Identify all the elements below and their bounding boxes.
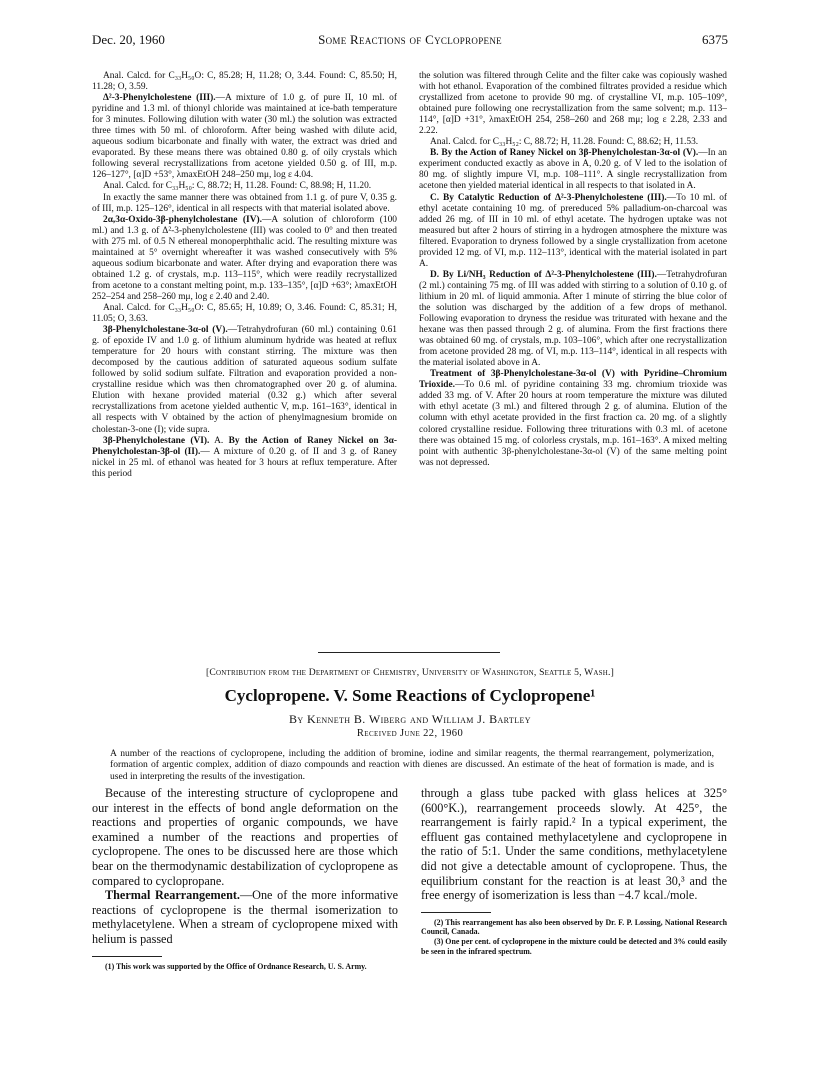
analysis-paragraph: Anal. Calcd. for C₃₃H₅₂: C, 88.72; H, 11.28. Found: C, 88.62; H, 11.53. xyxy=(430,137,699,148)
procedure-paragraph xyxy=(92,93,397,181)
experimental-column-right xyxy=(419,71,727,469)
analysis-paragraph: Anal. Calcd. for C₃₃H₅₀: C, 88.72; H, 11.28. Found: C, 88.98; H, 11.20. xyxy=(103,181,372,192)
procedure-paragraph xyxy=(419,193,727,270)
procedure-paragraph xyxy=(419,270,727,369)
procedure-text: —In an experiment conducted exactly as above in A, 0.20 g. of V led to the isolation of 80 mg. of slightly impure VI, m.p. 108–111°. A single recrystallization from acetone then yielded material identical in all respects to that isolated in A. xyxy=(419,148,727,192)
procedure-paragraph: In exactly the same manner there was obtained from 1.1 g. of pure V, 0.35 g. of III, m.p. 125–126°, identical in all respects with that material isolated above. xyxy=(92,192,397,214)
procedure-text: —A mixture of 1.0 g. of pure II, 10 ml. of pyridine and 1.3 ml. of thionyl chloride was maintained at ice-bath temperature for 3 minutes. Following dilution with water (30 ml.) the solution was extracted three times with 50 ml. of chloroform. After being washed with dilute acid, aqueous sodium bicarbonate and finally with water, the extract was dried and evaporated. By these means there was obtained 0.80 g. of oily crystals which following several recrystallizations from acetone yielded 0.50 g. of III, m.p. 126–127°, [α]D +53°, λmaxEtOH 248–250 mμ, log ε 4.04. xyxy=(92,93,397,181)
received-date: Received June 22, 1960 xyxy=(356,728,464,739)
footnote-rule xyxy=(421,912,491,913)
analysis-paragraph: Anal. Calcd. for C₃₃H₅₀O: C, 85.28; H, 11.28; O, 3.44. Found: C, 85.50; H, 11.28; O, 3.59. xyxy=(92,71,397,93)
experimental-column-left xyxy=(92,71,397,480)
procedure-continuation: the solution was filtered through Celite and the filter cake was copiously washed with hot ethanol. Evaporation of the combined filtrates provided a residue which crystallized from acetone to provide 90 mg. of crystalline VI, m.p. 105–109°, obtained pure following one recrystallization from the same solvent; m.p. 113–114°, [α]D +31°, λmaxEtOH 254, 258–260 and 268 mμ; log ε 2.28, 2.33 and 2.22. xyxy=(419,71,727,137)
header-date: Dec. 20, 1960 xyxy=(92,32,165,47)
procedure-text: —To 10 ml. of ethyl acetate containing 10 mg. of prereduced 5% palladium-on-charcoal was added 26 mg. of III in 10 ml. of ethyl acetate. The hydrogen uptake was not measured but after 2 hours of stirring in a hydrogen atmosphere the mixture was filtered. Evaporation to dryness followed by a single crystallization from acetone provided 12 mg. of VI, m.p. 112–113°, identical with the material isolated in part A. xyxy=(419,192,728,269)
page-header xyxy=(92,32,728,48)
section-text: —One of the more informative reactions of cyclopropene is the thermal isomerization to methylacetylene. When a stream of cyclopropene mixed with helium is passed xyxy=(92,888,398,946)
method-heading: Treatment of 3β-Phenylcholestane-3α-ol (V) with Pyridine–Chromium Trioxide. xyxy=(419,369,727,391)
compound-heading: 2α,3α-Oxido-3β-phenylcholestane (IV). xyxy=(103,214,262,225)
contribution-line: [Contribution from the Department of Chemistry, University of Washington, Seattle 5, Wash.] xyxy=(206,667,614,678)
procedure-paragraph xyxy=(419,148,727,192)
article-authors: By Kenneth B. Wiberg and William J. Bartley xyxy=(289,712,531,726)
body-column-left xyxy=(92,786,398,971)
footnote: (3) One per cent. of cyclopropene in the mixture could be detected and 3% could easily be seen in the infrared spectrum. xyxy=(421,936,727,956)
method-heading: By the Action of Raney Nickel on 3α-Phenylcholestan-3β-ol (II). xyxy=(92,435,398,457)
article-title: Cyclopropene. V. Some Reactions of Cyclopropene¹ xyxy=(224,686,596,705)
footnote: (1) This work was supported by the Office of Ordnance Research, U. S. Army. xyxy=(105,961,367,971)
running-title: Some Reactions of Cyclopropene xyxy=(318,32,502,47)
procedure-text: —A solution of chloroform (100 ml.) and 1.3 g. of Δ²-3-phenylcholestene (III) was cooled to 0° and then treated with 275 ml. of 0.5 N ethereal monoperphthalic acid. The resulting mixture was maintained at 5° overnight whereafter it was washed consecutively with 5% aqueous sodium bicarbonate and water. After drying and evaporation there was obtained 1.2 g. of crystals, m.p. 113–115°, which were readily recrystallized from acetone to a constant melting point, m.p. 133–135°, [α]D +63°; λmaxEtOH 252–254 and 258–260 mμ, log ε 2.40 and 2.40. xyxy=(92,214,397,302)
method-heading: D. By Li/NH₃ Reduction of Δ²-3-Phenylcholestene (III). xyxy=(430,269,657,280)
abstract: A number of the reactions of cyclopropene, including the addition of bromine, iodine and similar reagents, the thermal rearrangement, polymerization, formation of argentic complex, addition of diazo compounds and reaction with dienes are discussed. An estimate of the heat of formation is made, and is used in interpreting the results of the investigation. xyxy=(110,748,714,782)
section-continuation: through a glass tube packed with glass helices at 325° (600°K.), rearrangement proceeds slowly. At 425°, the rearrangement is fairly rapid.² In a typical experiment, the effluent gas contained methylacetylene and cyclopropene in the ratio of 5:1. Under the same conditions, methylacetylene did not give a detectable amount of cyclopropene. Thus, the equilibrium constant for the reaction is at least 30,³ and the free energy of isomerization is less than −4.7 kcal./mole. xyxy=(421,786,727,903)
method-heading: C. By Catalytic Reduction of Δ²-3-Phenylcholestene (III). xyxy=(430,192,667,203)
section-divider xyxy=(318,652,500,653)
procedure-text: — A mixture of 0.20 g. of II and 3 g. of Raney nickel in 25 ml. of ethanol was heated for 3 hours at reflux temperature. After this period xyxy=(92,446,397,479)
intro-paragraph: Because of the interesting structure of cyclopropene and our interest in the effects of bond angle deformation on the reactions and properties of organic compounds, we have examined a number of the reactions and properties of cyclopropene. The ones to be discussed here are those which bear on the thermodynamic destabilization of cyclopropene as compared to cyclopropane. xyxy=(92,786,398,888)
procedure-paragraph xyxy=(419,369,727,468)
procedure-text: —To 0.6 ml. of pyridine containing 33 mg. chromium trioxide was added 33 mg. of V. After 20 hours at room temperature the mixture was diluted with ethyl acetate (3 ml.) and filtered through 2 g. of alumina. Elution of the column with ethyl acetate provided in the first fraction ca. 20 mg. of a slightly colored crystalline residue. Following three triturations with 0.3 ml. of acetone there was obtained 15 mg. of colorless crystals, m.p. 161–163°. A mixed melting point with authentic 3β-phenylcholestane-3α-ol (V) of the same melting point was not depressed. xyxy=(419,380,727,468)
footnote-rule xyxy=(92,956,162,957)
procedure-paragraph xyxy=(92,325,397,435)
procedure-text: —Tetrahydrofuran (2 ml.) containing 75 mg. of III was added with stirring to a solution of 0.10 g. of lithium in 20 ml. of liquid ammonia. After 1 minute of stirring the blue color of the solution was discharged by the addition of a few drops of methanol. Following evaporation to dryness the residue was triturated with hexane and the hexane was then passed through 2 g. of alumina. From the first fractions there was obtained 60 mg. of crystals, m.p. 103–106°, which after one recrystallization from acetone provided 28 mg. of VI, m.p. 113–114°, identical in all respects with the material isolated above in A. xyxy=(419,269,727,369)
section-paragraph xyxy=(92,888,398,946)
procedure-text: —Tetrahydrofuran (60 ml.) containing 0.61 g. of epoxide IV and 1.0 g. of lithium aluminum hydride was heated at reflux temperature for 20 hours with constant stirring. The mixture was then decomposed by the cautious addition of saturated aqueous sodium sulfate followed by solid sodium sulfate. Filtration and evaporation provided a non-crystalline residue which was then chromatographed over 20 g. of alumina. Elution with hexane provided material (0.32 g.) which after several recrystallizations from acetone yielded authentic V, m.p. 161–163°, identical in all respects with V obtained by the action of phenylmagnesium bromide on cholestan-3-one (I); vide supra. xyxy=(92,325,397,435)
method-letter: A. xyxy=(214,435,224,446)
page-number: 6375 xyxy=(702,32,728,47)
procedure-paragraph xyxy=(92,436,397,480)
compound-heading: 3β-Phenylcholestane-3α-ol (V). xyxy=(103,325,228,336)
body-column-right xyxy=(421,786,727,956)
compound-heading: Δ²-3-Phenylcholestene (III). xyxy=(103,93,216,104)
section-heading: Thermal Rearrangement. xyxy=(105,888,240,903)
method-heading: B. By the Action of Raney Nickel on 3β-Phenylcholestan-3α-ol (V). xyxy=(430,148,699,159)
analysis-paragraph: Anal. Calcd. for C₃₃H₅₀O: C, 85.65; H, 10.89; O, 3.46. Found: C, 85.31; H, 11.05; O, 3.63. xyxy=(92,302,397,325)
footnote: (2) This rearrangement has also been observed by Dr. F. P. Lossing, National Research Council, Canada. xyxy=(421,917,727,937)
procedure-paragraph xyxy=(92,215,397,303)
compound-heading: 3β-Phenylcholestane (VI). xyxy=(103,435,210,446)
